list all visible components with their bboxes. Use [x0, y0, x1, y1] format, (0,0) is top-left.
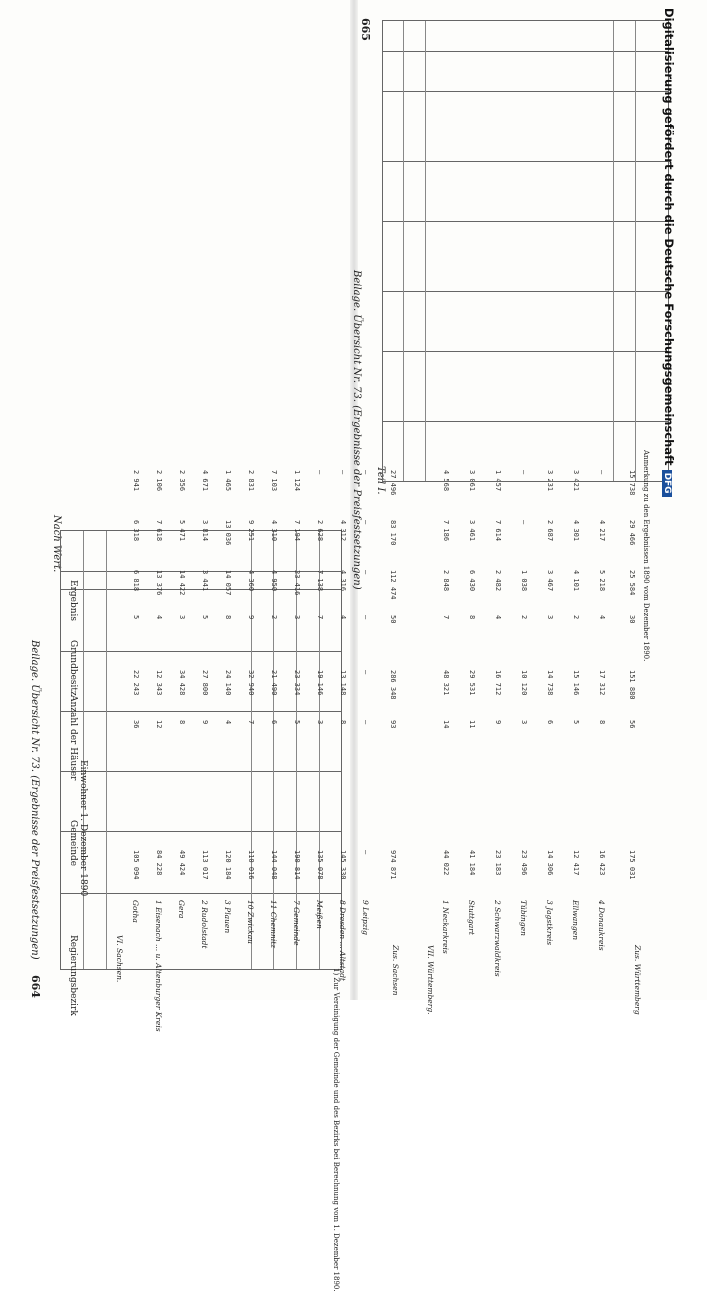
left-header-regierungsbezirk: Regierungsbezirk: [68, 935, 78, 1016]
table-cell: 15 146: [572, 670, 580, 696]
table-total-cell: 151 880: [628, 670, 636, 700]
table-cell: 1 457: [494, 470, 502, 492]
table-total-cell: 27 496: [389, 470, 397, 496]
table-cell: 6 818: [132, 570, 140, 592]
row-label: 8 Dresden ... Altstadt: [338, 900, 347, 982]
table-cell: —: [316, 470, 324, 475]
row-label: 1 Eisenach ... u. Altenburger Kreis: [154, 900, 163, 1032]
table-cell: 2: [270, 615, 278, 620]
table-cell: 190 814: [293, 850, 301, 880]
table-cell: 9: [494, 720, 502, 725]
table-cell: 3 421: [572, 470, 580, 492]
group-title-wuerttemberg: VII. Württemberg.: [426, 945, 435, 1015]
row-label: Tübingen: [519, 900, 528, 936]
table-cell: 14 057: [224, 570, 232, 596]
table-cell: 3 061: [468, 470, 476, 492]
table-cell: 5 218: [598, 570, 606, 592]
table-cell: 4 568: [442, 470, 450, 492]
table-total-cell: 50: [389, 615, 397, 624]
table-total-cell: 30: [628, 615, 636, 624]
table-cell: 3: [293, 615, 301, 620]
table-cell: 7 618: [155, 520, 163, 542]
table-cell: 41 184: [468, 850, 476, 876]
table-cell: 3 461: [468, 520, 476, 542]
table-cell: 21 490: [270, 670, 278, 696]
table-cell: 5: [293, 720, 301, 725]
left-header-ergebnis: Ergebnis: [68, 580, 78, 622]
table-cell: 11: [468, 720, 476, 729]
table-cell: —: [362, 520, 370, 525]
table-cell: 14: [442, 720, 450, 729]
table-cell: 1 465: [224, 470, 232, 492]
table-cell: 16 712: [494, 670, 502, 696]
row-label: 2 Rudolstadt: [200, 900, 209, 949]
table-cell: 1 124: [293, 470, 301, 492]
table-cell: 3 467: [546, 570, 554, 592]
table-cell: 5: [201, 615, 209, 620]
table-cell: 3 441: [201, 570, 209, 592]
table-cell: 6: [546, 720, 554, 725]
table-cell: 12 343: [155, 670, 163, 696]
row-label: 3 Plauen: [223, 900, 232, 934]
table-cell: 36: [132, 720, 140, 729]
table-cell: 14 306: [546, 850, 554, 876]
table-total-cell: 29 466: [628, 520, 636, 546]
table-cell: 4: [494, 615, 502, 620]
left-header-grundbesitz: Grundbesitz: [68, 640, 78, 696]
table-cell: 9 251: [247, 520, 255, 542]
group-total-wuerttemberg: Zus. Württemberg: [633, 945, 642, 1015]
table-cell: 4 316: [339, 570, 347, 592]
table-cell: 24 140: [224, 670, 232, 696]
table-cell: 13 376: [155, 570, 163, 596]
right-footnote: Anmerkung zu den Ergebnissen 1890 vom Dezember 1890.: [642, 450, 650, 662]
table-cell: 113 017: [201, 850, 209, 880]
right-section-heading: Teil I.: [375, 466, 386, 495]
table-total-cell: 15 738: [628, 470, 636, 496]
row-label: 9 Leipzig: [361, 900, 370, 935]
table-cell: 4: [598, 615, 606, 620]
table-cell: 27 800: [201, 670, 209, 696]
table-cell: 19 146: [316, 670, 324, 696]
table-cell: 7 194: [293, 520, 301, 542]
row-label: 4 Donaukreis: [597, 900, 606, 951]
table-cell: 8: [178, 720, 186, 725]
table-cell: 7 103: [270, 470, 278, 492]
table-cell: 7 138: [316, 570, 324, 592]
table-cell: 1 038: [520, 570, 528, 592]
table-cell: —: [362, 570, 370, 575]
table-cell: 7 186: [442, 520, 450, 542]
table-cell: 2 687: [546, 520, 554, 542]
table-cell: —: [339, 470, 347, 475]
table-cell: —: [598, 470, 606, 475]
table-cell: 2 831: [247, 470, 255, 492]
table-cell: 22 243: [132, 670, 140, 696]
table-cell: 29 531: [468, 670, 476, 696]
table-cell: 32 940: [247, 670, 255, 696]
table-cell: 6 318: [132, 520, 140, 542]
watermark-text: Digitalisierung gefördert durch die Deutsche Forschungsgemeinschaft: [662, 8, 676, 466]
table-cell: 34 428: [178, 670, 186, 696]
group-title-sachsen: VI. Sachsen.: [115, 935, 124, 983]
row-label: 1 Neckarkreis: [441, 900, 450, 954]
table-cell: 12: [155, 720, 163, 729]
table-cell: 8: [339, 720, 347, 725]
table-cell: 14 422: [178, 570, 186, 596]
left-section-heading: Nach Wert.: [51, 515, 62, 573]
right-page-header: Beilage. Übersicht Nr. 73. (Ergebnisse der Preisfestsetzungen): [351, 270, 362, 590]
table-cell: 2 106: [155, 470, 163, 492]
table-cell: 2 941: [132, 470, 140, 492]
table-cell: 12 417: [572, 850, 580, 876]
table-cell: 2 482: [494, 570, 502, 592]
table-cell: —: [362, 720, 370, 725]
table-cell: 84 228: [155, 850, 163, 876]
table-cell: 7: [316, 615, 324, 620]
table-cell: 6: [270, 720, 278, 725]
table-cell: 3: [546, 615, 554, 620]
table-cell: 3: [520, 720, 528, 725]
table-cell: 2: [520, 615, 528, 620]
row-label: Gotha: [131, 900, 140, 923]
table-cell: 4 671: [201, 470, 209, 492]
table-cell: 10 120: [520, 670, 528, 696]
table-cell: 120 184: [224, 850, 232, 880]
table-cell: 3 231: [546, 470, 554, 492]
table-cell: 105 094: [132, 850, 140, 880]
table-cell: 44 022: [442, 850, 450, 876]
table-cell: 2 628: [316, 520, 324, 542]
dfg-badge: DFG: [662, 470, 672, 497]
table-cell: 5: [132, 615, 140, 620]
row-label: 2 Schwarzwaldkreis: [493, 900, 502, 977]
left-header-gemeinde: Gemeinde: [68, 820, 78, 867]
left-page-header: Beilage. Übersicht Nr. 73. (Ergebnisse der Preisfestsetzungen): [29, 640, 40, 960]
table-cell: 4: [155, 615, 163, 620]
table-cell: 2 848: [442, 570, 450, 592]
row-label: Stuttgart: [467, 900, 476, 935]
row-label: Meißen: [315, 900, 324, 929]
right-table: [382, 20, 669, 482]
table-total-cell: 93: [389, 720, 397, 729]
table-cell: 2 356: [178, 470, 186, 492]
table-cell: 3: [316, 720, 324, 725]
table-cell: 17 312: [598, 670, 606, 696]
table-cell: 4: [339, 615, 347, 620]
table-cell: 4 312: [339, 520, 347, 542]
table-cell: 23 334: [293, 670, 301, 696]
table-cell: —: [362, 470, 370, 475]
table-cell: 4: [224, 720, 232, 725]
table-cell: 8: [468, 615, 476, 620]
table-cell: 145 330: [339, 850, 347, 880]
row-label: 11 Chemnitz: [269, 900, 278, 949]
table-cell: 7: [442, 615, 450, 620]
table-cell: 144 048: [270, 850, 278, 880]
table-cell: 7: [247, 720, 255, 725]
table-total-cell: 83 170: [389, 520, 397, 546]
left-page-number: 664: [29, 975, 42, 998]
table-cell: 48 321: [442, 670, 450, 696]
table-cell: 4 101: [572, 570, 580, 592]
table-cell: 110 016: [247, 850, 255, 880]
table-cell: 49 424: [178, 850, 186, 876]
table-cell: 9: [247, 615, 255, 620]
table-cell: 135 078: [316, 850, 324, 880]
table-cell: 13 036: [224, 520, 232, 546]
row-label: 10 Zwickau: [246, 900, 255, 945]
table-cell: —: [362, 615, 370, 620]
table-cell: 23 496: [520, 850, 528, 876]
table-cell: 3 814: [201, 520, 209, 542]
row-label: 7 Gemeinde: [292, 900, 301, 946]
table-cell: 23 416: [293, 570, 301, 596]
row-label: Gera: [177, 900, 186, 919]
left-header-einwohner: Einwohner 1. Dezember 1890: [78, 760, 88, 897]
table-total-cell: 112 474: [389, 570, 397, 600]
table-cell: 16 423: [598, 850, 606, 876]
left-footnote: 1) Zur Vereinigung der Gemeinde und des Bezirks bei Berechnung vom 1. Dezember 1890.: [332, 968, 340, 1292]
right-page-number: 665: [359, 18, 372, 41]
table-cell: —: [362, 850, 370, 855]
table-cell: 3: [178, 615, 186, 620]
table-cell: 4 950: [270, 570, 278, 592]
table-cell: 23 183: [494, 850, 502, 876]
table-cell: 5: [572, 720, 580, 725]
table-total-cell: 56: [628, 720, 636, 729]
table-cell: 9: [201, 720, 209, 725]
table-cell: —: [520, 520, 528, 525]
table-total-cell: 286 348: [389, 670, 397, 700]
table-cell: 8: [224, 615, 232, 620]
dfg-watermark: [662, 8, 676, 497]
table-total-cell: 25 584: [628, 570, 636, 596]
table-total-cell: 175 031: [628, 850, 636, 880]
table-cell: 4 217: [598, 520, 606, 542]
table-cell: 4 360: [247, 570, 255, 592]
table-total-cell: 974 871: [389, 850, 397, 880]
table-cell: —: [362, 670, 370, 675]
table-cell: 4 301: [572, 520, 580, 542]
table-cell: 8: [598, 720, 606, 725]
table-cell: 4 310: [270, 520, 278, 542]
group-total-sachsen: Zus. Sachsen: [391, 945, 400, 996]
table-cell: 2: [572, 615, 580, 620]
table-cell: 13 148: [339, 670, 347, 696]
table-cell: 14 738: [546, 670, 554, 696]
left-header-haeuser: Anzahl der Häuser: [68, 695, 78, 781]
table-cell: 7 614: [494, 520, 502, 542]
table-cell: 5 471: [178, 520, 186, 542]
table-cell: —: [520, 470, 528, 475]
table-cell: 6 430: [468, 570, 476, 592]
row-label: Ellwangen: [571, 900, 580, 941]
row-label: 3 Jagstkreis: [545, 900, 554, 946]
